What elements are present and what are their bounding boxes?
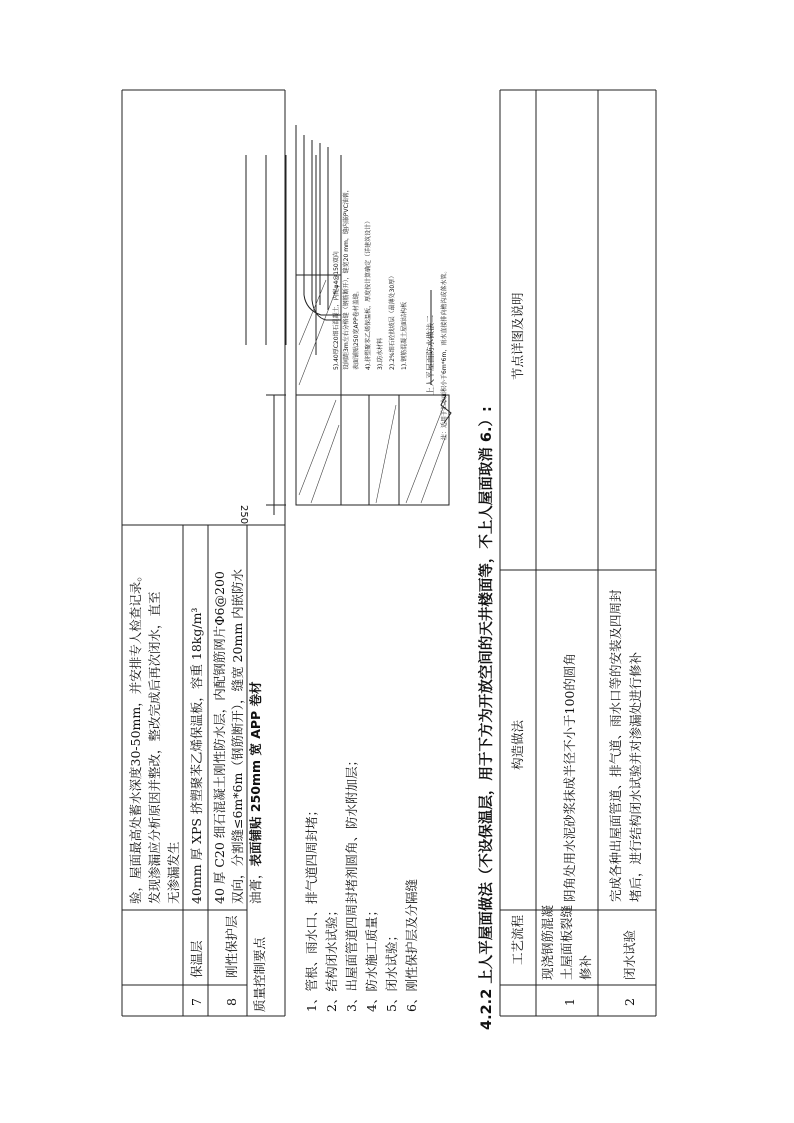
process-text: 土屋面板裂缝 [559,904,574,980]
intro-line: 验，屋面最高处蓄水深度30-50mm，并安排专人检查记录。 [128,569,143,904]
quality-item: 6、刚性保护层及分隔缝 [404,879,419,1012]
method-text: 堵后，进行结构闭水试验并对渗漏处进行修补 [628,651,643,902]
row-text-plain: 油膏， [248,866,263,904]
drawing-note: 表面铺贴250宽APP卷材盖缝。 [353,287,360,370]
quality-item: 1、管根、雨水口、排气道四周封堵； [304,804,319,1012]
row-number: 1 [562,998,577,1006]
row-text: 40mm 厚 XPS 挤塑聚苯乙烯保温板，容重 18kg/m³ [189,607,204,904]
drawing-note: 设间距3m左右分格缝（钢筋断开），缝宽20 mm，缝内嵌PVC油膏， [343,186,350,370]
roof-detail-drawing [126,95,481,520]
quality-title: 质量控制要点 [252,936,267,1012]
header-method: 构造做法 [510,719,525,770]
row-text-bold: 表面铺贴 250mm 宽 APP 卷材 [248,681,263,867]
row-number: 2 [622,998,637,1006]
quality-item: 4、防水施工质量； [364,904,379,1012]
intro-line: 发现渗漏应分析原因并整改，整改完成后再次闭水，直至 [147,591,162,904]
dimension-label: 250 [238,505,249,525]
drawing-note: 5).40厚C20细石混凝土，内配φ4@150双向 [333,251,340,370]
drawing-note: 2).2%细石砼找坡层（最薄处30厚） [389,272,396,370]
row-text [246,681,265,904]
parapet-section [296,395,341,505]
quality-item: 3、出屋面管道四周封堵剂圆角、防水附加层； [344,754,359,1012]
drawing-note: 1).钢筋混凝土屋面结构板 [401,301,408,370]
drawing-caption-note: 注：适用于汇水面积小于6m*6m，雨水直接排向檐沟或落水管。 [441,267,448,440]
row-text: 双向，分割缝≤6m*6m（钢筋断开），缝宽 20mm 内嵌防水 [230,568,245,904]
process-text: 闭水试验 [622,929,637,980]
quality-item: 2、结构闭水试验； [324,904,339,1012]
drawing-note: 4).挤塑聚苯乙烯保温板，厚度按计算确定（详建筑设计） [365,217,372,370]
row-text: 40 厚 C20 细石混凝土刚性防水层，内配钢筋网片Φ6@200 [212,571,227,904]
drawing-caption: 上人平屋面防水做法二 [426,315,435,395]
row-name: 保温层 [189,940,204,978]
drawing-note: 3).防水材料 [377,337,384,370]
process-text: 现浇钢筋混凝 [540,904,555,980]
quality-item: 5、闭水试验； [384,929,399,1012]
row-number: 7 [189,998,204,1006]
intro-line: 无渗漏发生 [166,841,181,904]
process-text: 修补 [578,954,593,980]
header-process: 工艺流程 [510,914,525,965]
method-text: 完成各种出屋面管道、排气道、雨水口等的安装及四周封 [608,589,623,902]
row-number: 8 [224,998,239,1006]
section-heading: 4.2.2 上人平屋面做法（不设保温层，用于下方为开放空间的天井楼面等，不上人屋面取消 6.）: [479,406,495,1030]
method-text: 阴角处用水泥砂浆抹成半径不小于100的圆角 [562,653,577,902]
header-detail: 节点详图及说明 [510,292,525,380]
row-name: 刚性保护层 [224,915,239,978]
